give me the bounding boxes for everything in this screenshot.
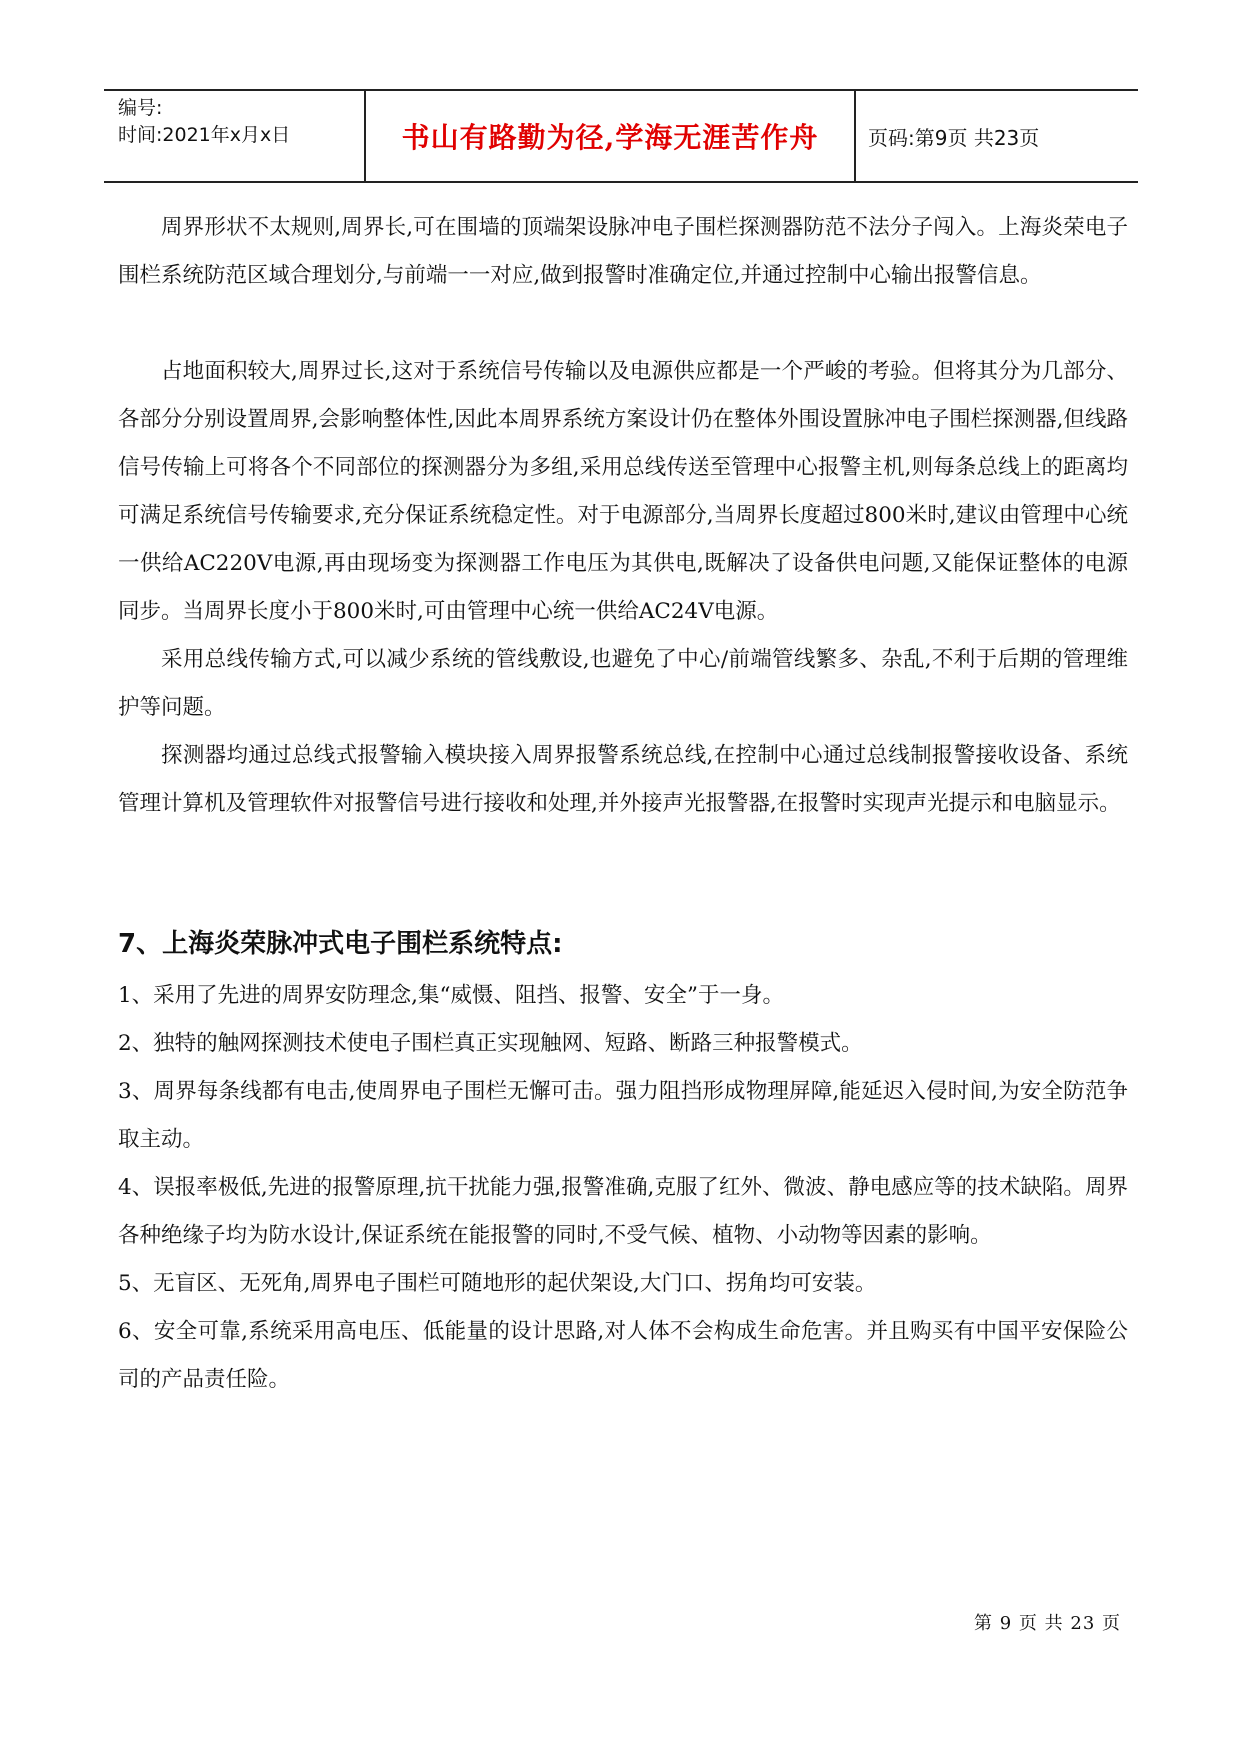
document-number-label: 编号: [118,97,163,119]
paragraph-large-area: 占地面积较大,周界过长,这对于系统信号传输以及电源供应都是一个严峻的考验。但将其分为几部分、各部分分别设置周界,会影响整体性,因此本周界系统方案设计仍在整体外围设置脉冲电子围栏探测器,但线路信号传输上可将各个不同部位的探测器分为多组,采用总线传送至管理中心报警主机,则每条总线上的距离均可满足系统信号传输要求,充分保证系统稳定性。对于电源部分,当周界长度超过800米时,建议由管理中心统一供给AC220V电源,再由现场变为探测器工作电压为其供电,既解决了设备供电问题,又能保证整体的电源同步。当周界长度小于800米时,可由管理中心统一供给AC24V电源。 [118,359,1128,624]
document-body [118,204,1128,1404]
feature-item-4: 4、误报率极低,先进的报警原理,抗干扰能力强,报警准确,克服了红外、微波、静电感应等的技术缺陷。周界各种绝缘子均为防水设计,保证系统在能报警的同时,不受气候、植物、小动物等因素的影响。 [118,1175,1128,1248]
feature-item-1: 1、采用了先进的周界安防理念,集“威慑、阻挡、报警、安全”于一身。 [118,983,784,1008]
feature-item-2: 2、独特的触网探测技术使电子围栏真正实现触网、短路、断路三种报警模式。 [118,1031,863,1056]
header-meta [104,91,366,181]
page-footer: 第 9 页 共 23 页 [974,1613,1121,1634]
feature-item-6: 6、安全可靠,系统采用高电压、低能量的设计思路,对人体不会构成生命危害。并且购买有中国平安保险公司的产品责任险。 [118,1319,1128,1392]
spacer [118,828,1128,916]
paragraph-perimeter-shape: 周界形状不太规则,周界长,可在围墙的顶端架设脉冲电子围栏探测器防范不法分子闯入。上海炎荣电子围栏系统防范区域合理划分,与前端一一对应,做到报警时准确定位,并通过控制中心输出报警信息。 [118,215,1128,288]
paragraph-detector-bus: 探测器均通过总线式报警输入模块接入周界报警系统总线,在控制中心通过总线制报警接收设备、系统管理计算机及管理软件对报警信号进行接收和处理,并外接声光报警器,在报警时实现声光提示和电脑显示。 [118,743,1128,816]
header-page-info: 页码:第9页 共23页 [868,125,1040,150]
document-time: 时间:2021年x月x日 [118,124,291,146]
section-title: 7、上海炎荣脉冲式电子围栏系统特点: [118,929,563,959]
spacer [118,300,1128,348]
paragraph-bus-transmission: 采用总线传输方式,可以减少系统的管线敷设,也避免了中心/前端管线繁多、杂乱,不利于后期的管理维护等问题。 [118,647,1128,720]
feature-item-5: 5、无盲区、无死角,周界电子围栏可随地形的起伏架设,大门口、拐角均可安装。 [118,1271,877,1296]
header-motto: 书山有路勤为径,学海无涯苦作舟 [366,91,856,181]
feature-item-3: 3、周界每条线都有电击,使周界电子围栏无懈可击。强力阻挡形成物理屏障,能延迟入侵时间,为安全防范争取主动。 [118,1079,1128,1152]
page-header [104,89,1138,183]
